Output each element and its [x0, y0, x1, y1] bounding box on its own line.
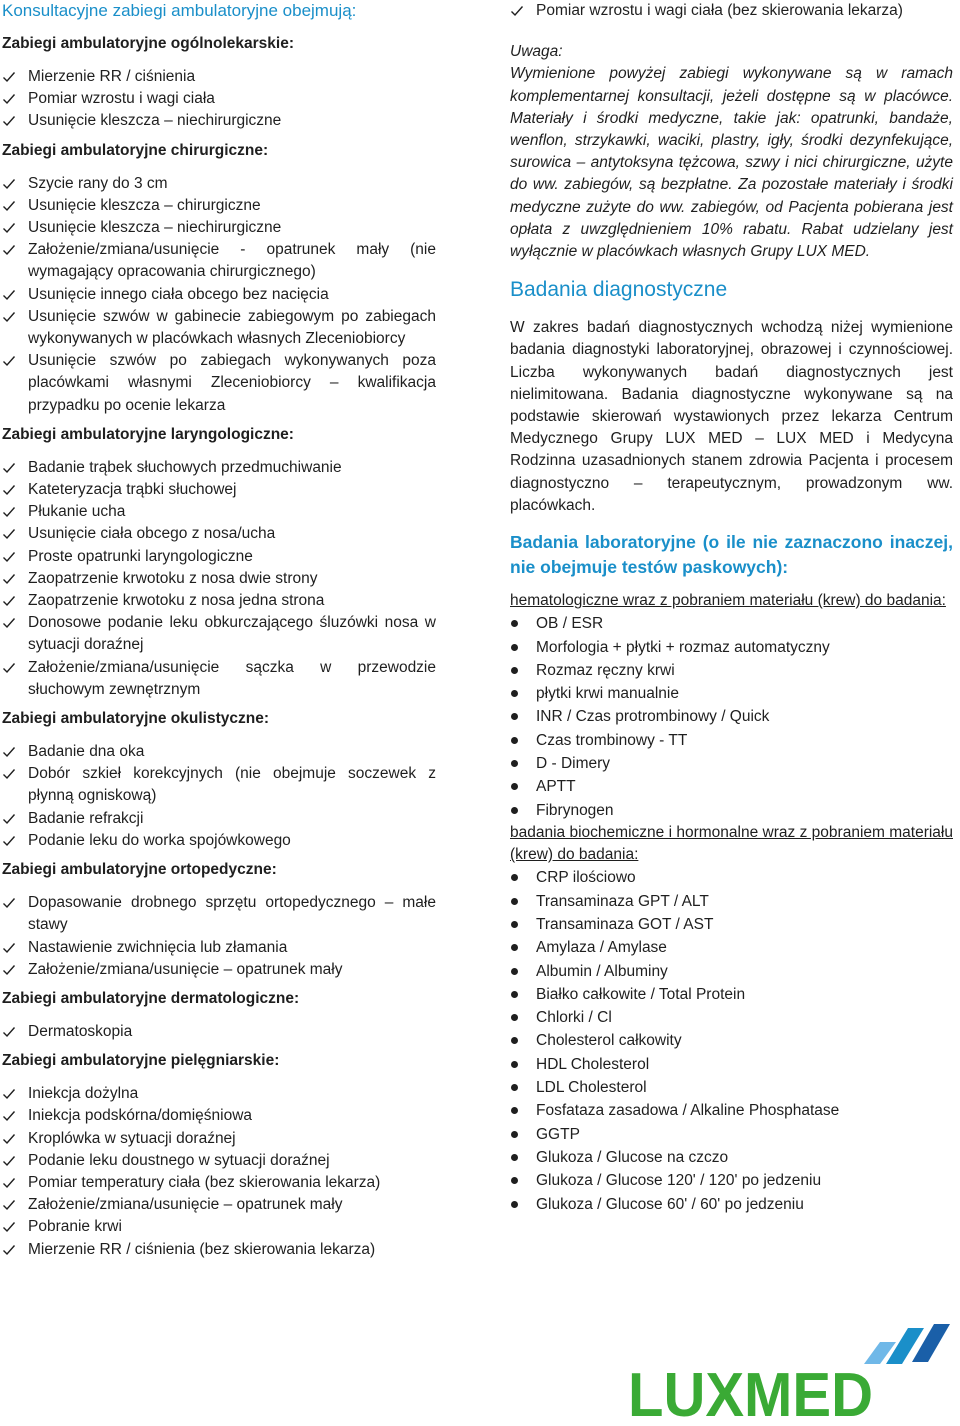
checkmark-icon [2, 114, 16, 128]
checkmark-icon [2, 896, 16, 910]
list-item-text: Rozmaz ręczny krwi [536, 661, 675, 679]
section-heading: Zabiegi ambulatoryjne chirurgiczne: [2, 141, 269, 159]
checkmark-icon [2, 1132, 16, 1146]
list-item-text: Dobór szkieł korekcyjnych (nie obejmuje soczewek z płynną ogniskową) [28, 765, 436, 805]
list-item-text: Usunięcie szwów po zabiegach wykonywanych poza placówkami własnymi Zleceniobiorcy – kwalifikacja przypadku po ocenie lekarza [28, 352, 436, 414]
list-item [510, 983, 953, 1006]
list-item [2, 808, 436, 830]
list-item-text: Mierzenie RR / ciśnienia [28, 68, 196, 85]
list-item-text: CRP ilościowo [536, 869, 636, 887]
list-item-text: GGTP [536, 1125, 580, 1143]
bullet-icon [511, 1037, 518, 1044]
list-item [510, 913, 953, 936]
hematology-heading: hematologiczne wraz z pobraniem materiału (krew) do badania: [510, 592, 946, 610]
luxmed-logo [628, 1320, 950, 1420]
lab-heading: Badania laboratoryjne (o ile nie zaznaczono inaczej, nie obejmuje testów paskowych): [510, 532, 953, 577]
list-item [2, 937, 436, 959]
list-item-text: Dermatoskopia [28, 1022, 133, 1040]
list-item-text: Badanie dna oka [28, 743, 145, 761]
list-item [510, 1076, 953, 1099]
list-item-text: Pomiar temperatury ciała (bez skierowania lekarza) [28, 1173, 381, 1191]
checkmark-icon [510, 4, 524, 18]
list-item [510, 1029, 953, 1052]
list-item-text: Transaminaza GPT / ALT [536, 892, 709, 910]
list-item [2, 1194, 436, 1216]
list-item [2, 457, 436, 479]
list-item [2, 88, 436, 110]
list-item-text: LDL Cholesterol [536, 1079, 647, 1097]
list-item-text: Usunięcie innego ciała obcego bez nacięcia [28, 285, 329, 303]
list-item-text: Usunięcie kleszcza – niechirurgiczne [28, 112, 282, 130]
list-item-text: Dopasowanie drobnego sprzętu ortopedycznego – małe stawy [28, 894, 436, 934]
list-item-text: Podanie leku do worka spojówkowego [28, 831, 291, 849]
logo-text: LUXMED [628, 1361, 873, 1420]
checkmark-icon [2, 812, 16, 826]
list-item-text: Fibrynogen [536, 801, 614, 819]
checkmark-icon [2, 70, 16, 84]
list-item [510, 890, 953, 913]
checkmark-icon [2, 288, 16, 302]
checklist [2, 1021, 436, 1043]
list-item [2, 741, 436, 763]
list-item-text: OB / ESR [536, 615, 604, 633]
list-item [510, 799, 953, 822]
bullet-icon [511, 968, 518, 975]
checkmark-icon [2, 1176, 16, 1190]
list-item-text: Proste opatrunki laryngologiczne [28, 547, 253, 565]
list-item-text: Donosowe podanie leku obkurczającego śluzówki nosa w sytuacji doraźnej [28, 614, 436, 654]
list-item-text: Glukoza / Glucose na czczo [536, 1148, 729, 1166]
bullet-icon [511, 713, 518, 720]
checkmark-icon [2, 221, 16, 235]
list-item [2, 217, 436, 239]
bullet-icon [511, 807, 518, 814]
list-item [510, 1169, 953, 1192]
bullet-icon [511, 783, 518, 790]
list-item [510, 729, 953, 752]
bullet-icon [511, 1084, 518, 1091]
list-item-text: HDL Cholesterol [536, 1055, 650, 1073]
checkmark-icon [2, 92, 16, 106]
list-item [510, 682, 953, 705]
checkmark-icon [2, 199, 16, 213]
checkmark-icon [2, 594, 16, 608]
list-item [2, 350, 436, 417]
checkmark-icon [2, 616, 16, 630]
list-item-text: Założenie/zmiana/usunięcie - opatrunek mały (nie wymagający opracowania chirurgicznego) [28, 241, 436, 281]
list-item [510, 659, 953, 682]
list-item-text: Usunięcie ciała obcego z nosa/ucha [28, 525, 276, 543]
list-item [2, 590, 436, 612]
list-item [2, 195, 436, 217]
list-item [2, 479, 436, 501]
checkmark-icon [2, 661, 16, 675]
diagnostics-heading: Badania diagnostyczne [510, 278, 728, 302]
list-item [510, 752, 953, 775]
list-item [510, 1193, 953, 1216]
list-item [510, 1099, 953, 1122]
list-item-text: Iniekcja podskórna/domięśniowa [28, 1107, 253, 1125]
bullet-icon [511, 921, 518, 928]
bullet-list [510, 612, 953, 822]
list-item-text: Badanie refrakcji [28, 809, 144, 827]
section-heading: Zabiegi ambulatoryjne okulistyczne: [2, 710, 270, 728]
bullet-icon [511, 944, 518, 951]
bullet-icon [511, 690, 518, 697]
list-item-text: Iniekcja dożylna [28, 1085, 139, 1103]
list-item-text: Transaminaza GOT / AST [536, 915, 714, 933]
list-item-text: Założenie/zmiana/usunięcie sączka w przewodzie słuchowym zewnętrznym [28, 658, 436, 698]
bullet-list [510, 866, 953, 1215]
bullet-icon [511, 1014, 518, 1021]
page-title: Konsultacyjne zabiegi ambulatoryjne obejmują: [2, 1, 357, 20]
checkmark-icon [2, 1025, 16, 1039]
list-item [510, 1123, 953, 1146]
checkmark-icon [2, 1220, 16, 1234]
list-item-text: Cholesterol całkowity [536, 1032, 682, 1050]
list-item [2, 959, 436, 981]
list-item [2, 306, 436, 350]
section-heading: Zabiegi ambulatoryjne pielęgniarskie: [2, 1052, 280, 1070]
section-heading: Zabiegi ambulatoryjne ortopedyczne: [2, 861, 277, 879]
checkmark-icon [2, 963, 16, 977]
list-item-text: płytki krwi manualnie [536, 685, 679, 703]
list-item-text: Glukoza / Glucose 120' / 120' po jedzeniu [536, 1172, 822, 1190]
logo-mark-icon [864, 1324, 950, 1364]
bullet-icon [511, 991, 518, 998]
list-item [2, 523, 436, 545]
list-item [2, 657, 436, 701]
list-item-text: Czas trombinowy - TT [536, 731, 688, 749]
list-item [2, 66, 436, 88]
list-item-text: INR / Czas protrombinowy / Quick [536, 708, 770, 726]
checkmark-icon [2, 572, 16, 586]
list-item-text: Chlorki / Cl [536, 1009, 612, 1027]
list-item [2, 239, 436, 283]
list-item [510, 0, 953, 22]
checkmark-icon [2, 461, 16, 475]
checkmark-icon [2, 1087, 16, 1101]
list-item [510, 1053, 953, 1076]
right-column [510, 0, 953, 1216]
list-item-text: Usunięcie szwów w gabinecie zabiegowym po zabiegach wykonywanych w placówkach własnych Zleceniobiorcy [28, 307, 436, 348]
list-item-text: Zaopatrzenie krwotoku z nosa dwie strony [28, 569, 318, 587]
note-text: Wymienione powyżej zabiegi wykonywane są w ramach komplementarnej konsultacji, jeżeli dostępne są w placówce. Materiały i środki medyczne, takie jak: opatrunki, bandaże, wenflon, strzykawki, waciki, plastry, igły, środki dezynfekujące, surowica – antytoksyna tężcowa, szwy i nici chirurgiczne, użyte do ww. zabiegów, są bezpłatne. Za pozostałe materiały i środki medyczne zużyte do ww. zabiegów, od Pacjenta pobierana jest opłata z uwzględnieniem 10% rabatu. Rabat udzielany jest wyłącznie w placówkach własnych Grupy LUX MED. [510, 65, 953, 261]
checkmark-icon [2, 767, 16, 781]
checklist [2, 892, 436, 981]
list-item [2, 1021, 436, 1043]
list-item-text: Podanie leku doustnego w sytuacji doraźnej [28, 1151, 330, 1169]
list-item [510, 636, 953, 659]
checklist [2, 1083, 436, 1261]
checkmark-icon [2, 483, 16, 497]
list-item-text: Pomiar wzrostu i wagi ciała [28, 90, 215, 108]
biochemistry-heading: badania biochemiczne i hormonalne wraz z pobraniem materiału (krew) do badania: [510, 823, 953, 864]
list-item [2, 1083, 436, 1105]
list-item-text: Białko całkowite / Total Protein [536, 985, 746, 1003]
list-item [510, 705, 953, 728]
list-item-text: Usunięcie kleszcza – chirurgiczne [28, 196, 261, 214]
checkmark-icon [2, 834, 16, 848]
checklist [2, 173, 436, 417]
list-item-text: Albumin / Albuminy [536, 962, 668, 980]
list-item [510, 1006, 953, 1029]
checkmark-icon [2, 527, 16, 541]
list-item-text: D - Dimery [536, 755, 611, 773]
list-item-text: Szycie rany do 3 cm [28, 174, 168, 192]
list-item-text: Płukanie ucha [28, 503, 126, 521]
bullet-icon [511, 1177, 518, 1184]
list-item [2, 501, 436, 523]
list-item-text: Amylaza / Amylase [536, 939, 667, 957]
list-item [2, 568, 436, 590]
checkmark-icon [2, 177, 16, 191]
list-item [2, 892, 436, 936]
list-item-text: Zaopatrzenie krwotoku z nosa jedna strona [28, 592, 325, 610]
checkmark-icon [2, 354, 16, 368]
checkmark-icon [2, 550, 16, 564]
list-item-text: Glukoza / Glucose 60' / 60' po jedzeniu [536, 1195, 804, 1213]
bullet-icon [511, 644, 518, 651]
list-item-text: APTT [536, 778, 576, 796]
section-heading: Zabiegi ambulatoryjne laryngologiczne: [2, 425, 294, 443]
list-item [510, 612, 953, 635]
list-item [510, 936, 953, 959]
checkmark-icon [2, 1198, 16, 1212]
checkmark-icon [2, 243, 16, 257]
checkmark-icon [2, 941, 16, 955]
bullet-icon [511, 737, 518, 744]
checkmark-icon [2, 745, 16, 759]
bullet-icon [511, 898, 518, 905]
section-heading: Zabiegi ambulatoryjne ogólnolekarskie: [2, 35, 294, 52]
list-item-text: Usunięcie kleszcza – niechirurgiczne [28, 219, 282, 237]
list-item [2, 1128, 436, 1150]
list-item-text: Założenie/zmiana/usunięcie – opatrunek mały [28, 1196, 343, 1214]
checkmark-icon [2, 1243, 16, 1257]
list-item-text: Kateteryzacja trąbki słuchowej [28, 481, 237, 499]
list-item-text: Morfologia + płytki + rozmaz automatyczny [536, 638, 830, 656]
list-item [2, 173, 436, 195]
bullet-icon [511, 1201, 518, 1208]
list-item [510, 866, 953, 889]
checklist [2, 66, 436, 133]
checklist [510, 0, 953, 22]
list-item [2, 1239, 436, 1261]
list-item [2, 763, 436, 807]
bullet-icon [511, 1154, 518, 1161]
bullet-icon [511, 620, 518, 627]
left-column [2, 0, 436, 1268]
list-item-text: Pobranie krwi [28, 1218, 122, 1236]
checkmark-icon [2, 505, 16, 519]
bullet-icon [511, 1131, 518, 1138]
checklist [2, 457, 436, 701]
list-item [2, 546, 436, 568]
list-item [2, 1150, 436, 1172]
list-item [2, 612, 436, 656]
list-item [510, 960, 953, 983]
bullet-icon [511, 760, 518, 767]
checkmark-icon [2, 1109, 16, 1123]
list-item [2, 1172, 436, 1194]
list-item [2, 1105, 436, 1127]
checklist [2, 741, 436, 852]
list-item-text: Kroplówka w sytuacji doraźnej [28, 1129, 236, 1147]
list-item-text: Fosfataza zasadowa / Alkaline Phosphatase [536, 1102, 840, 1120]
checkmark-icon [2, 1154, 16, 1168]
list-item [2, 110, 436, 132]
list-item-text: Mierzenie RR / ciśnienia (bez skierowania lekarza) [28, 1240, 376, 1258]
bullet-icon [511, 1061, 518, 1068]
bullet-icon [511, 1107, 518, 1114]
bullet-icon [511, 874, 518, 881]
list-item [2, 830, 436, 852]
list-item-text: Nastawienie zwichnięcia lub złamania [28, 938, 288, 956]
list-item [2, 284, 436, 306]
note-label: Uwaga: [510, 43, 563, 61]
list-item [2, 1216, 436, 1238]
checkmark-icon [2, 310, 16, 324]
section-heading: Zabiegi ambulatoryjne dermatologiczne: [2, 989, 300, 1007]
list-item-text: Pomiar wzrostu i wagi ciała (bez skierowania lekarza) [536, 2, 903, 19]
list-item-text: Założenie/zmiana/usunięcie – opatrunek mały [28, 960, 343, 978]
diagnostics-text: W zakres badań diagnostycznych wchodzą niżej wymienione badania diagnostyki laboratoryjnej, obrazowej i czynnościowej. Liczba wykonywanych badań diagnostycznych jest nielimitowana. Badania diagnostyczne wykonywane są na podstawie skierowań wystawionych przez lekarza Centrum Medycznego Grupy LUX MED – LUX MED i Medycyna Rodzinna uzasadnionych stanem zdrowia Pacjenta i procesem diagnostyczno – terapeutycznym, prowadzonym ww. placówkach. [510, 319, 953, 514]
bullet-icon [511, 667, 518, 674]
list-item [510, 775, 953, 798]
list-item-text: Badanie trąbek słuchowych przedmuchiwanie [28, 458, 342, 476]
list-item [510, 1146, 953, 1169]
